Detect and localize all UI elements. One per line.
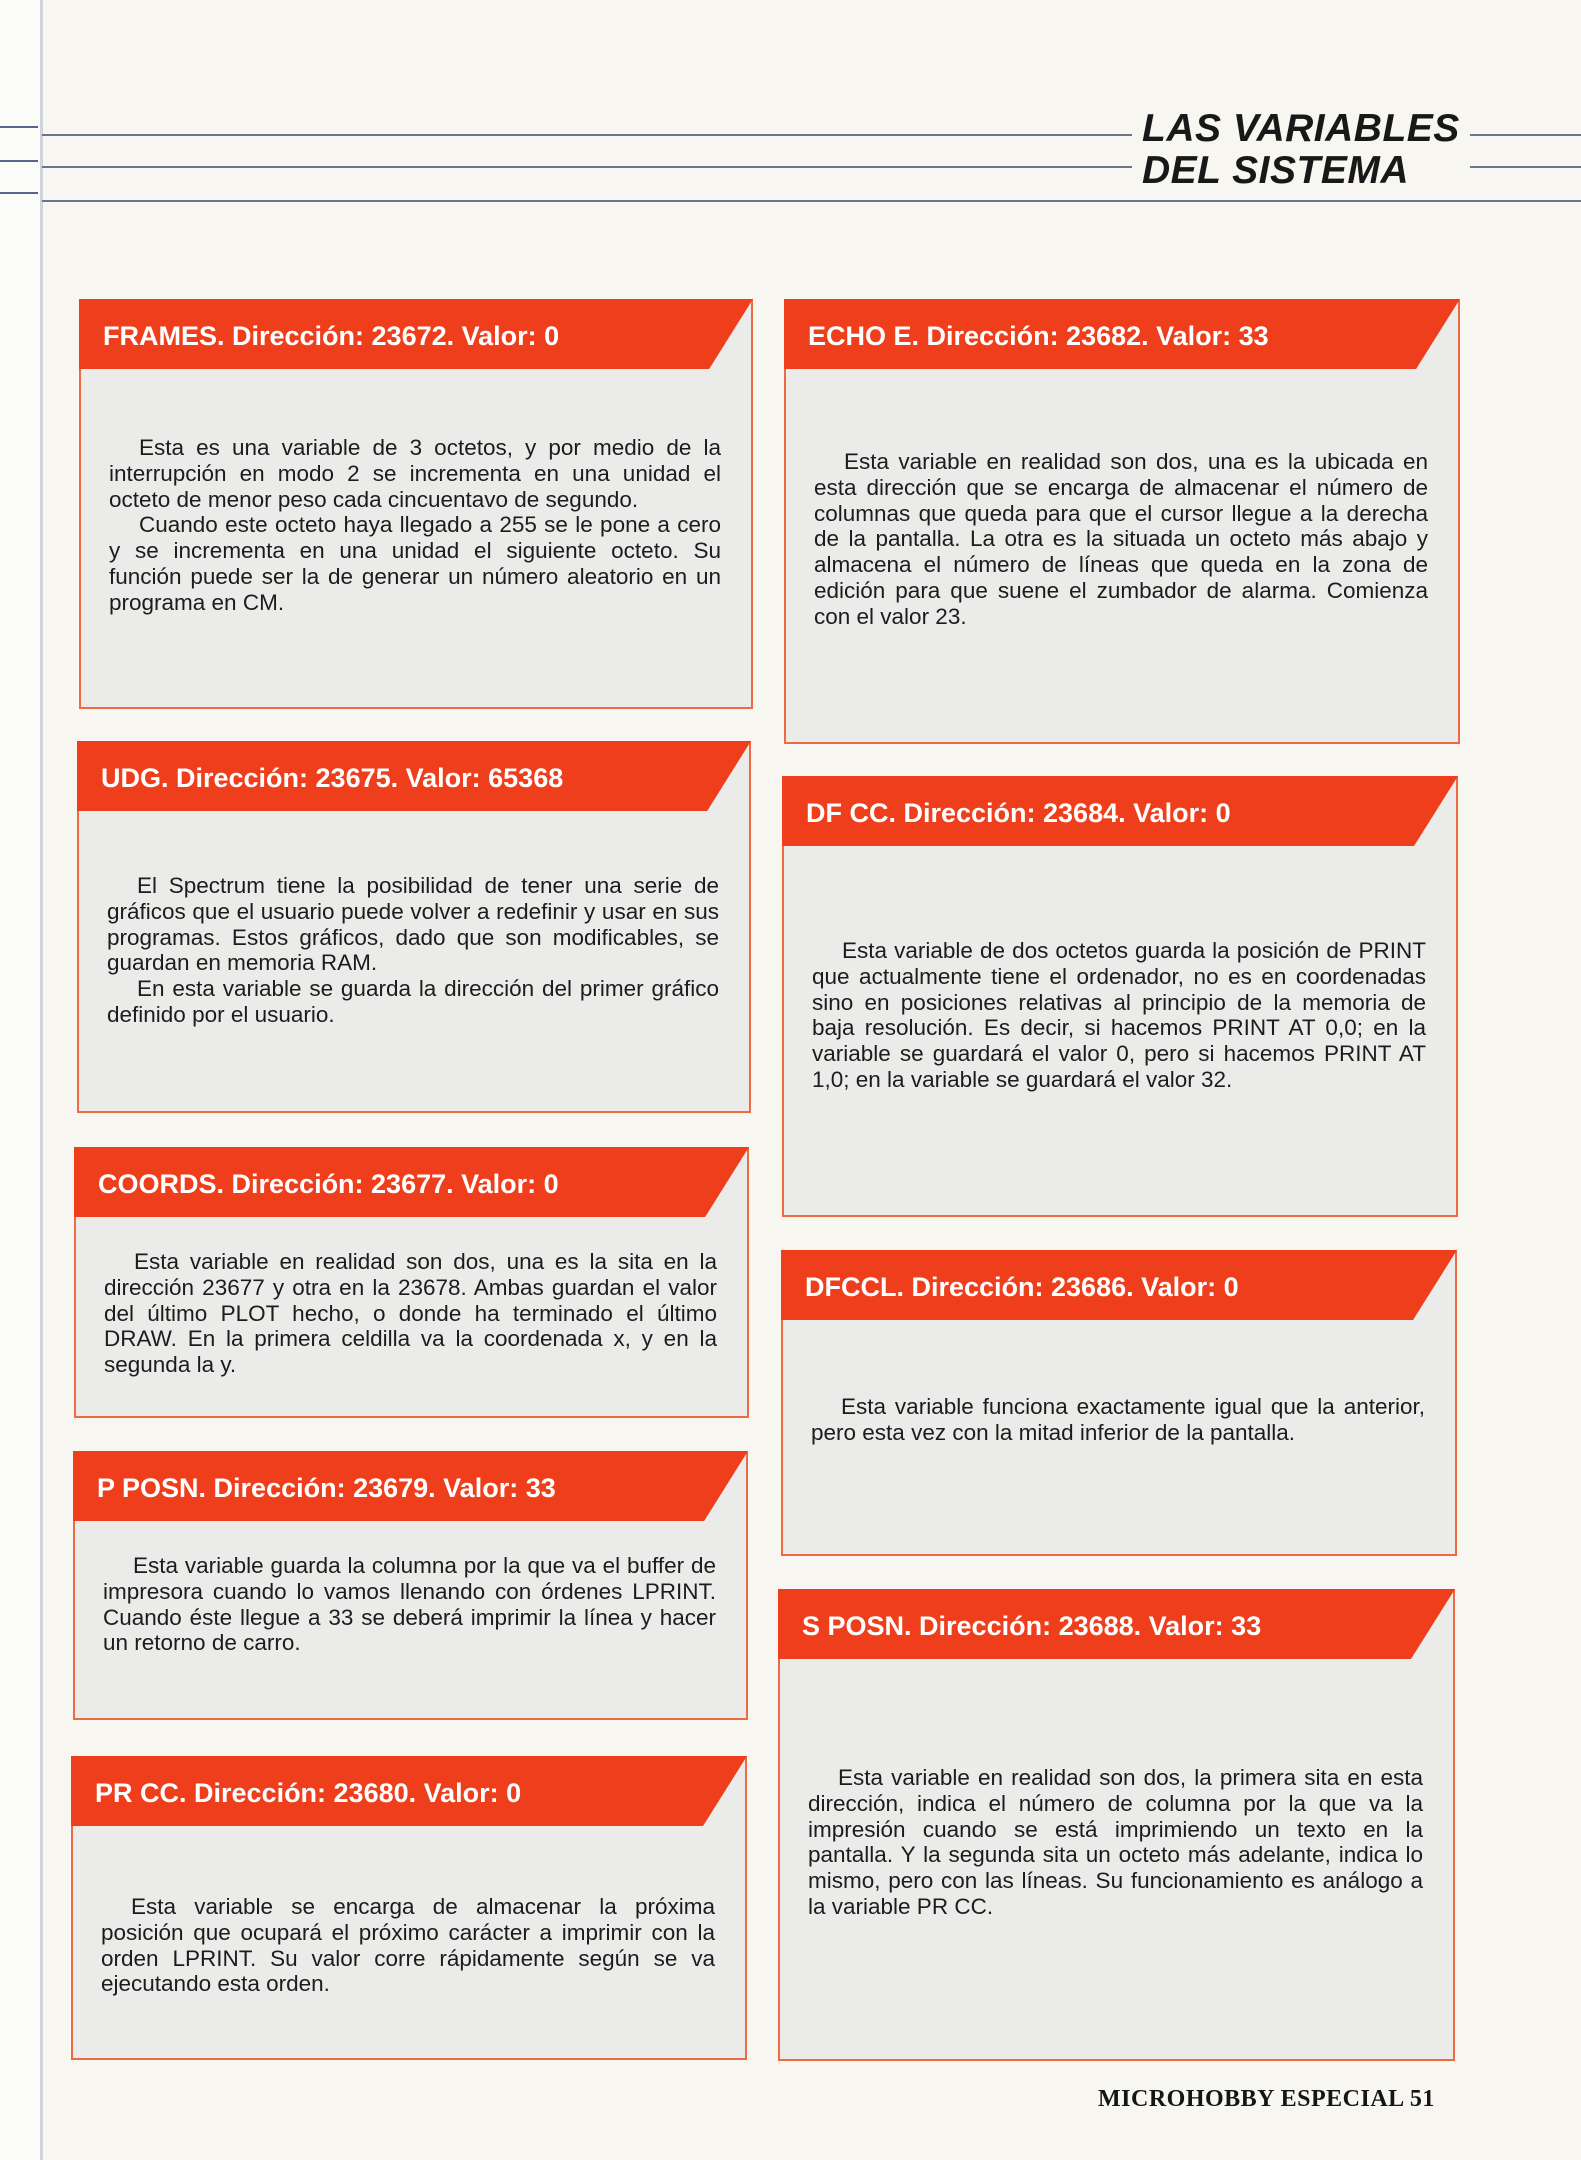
box-title: UDG. Dirección: 23675. Valor: 65368	[101, 763, 564, 793]
section-title-line-1: LAS VARIABLES	[1142, 107, 1460, 150]
box-body	[808, 1765, 1423, 1920]
header-rule	[42, 134, 1132, 136]
header-rule	[42, 166, 1132, 168]
box-paragraph: Esta variable en realidad son dos, una es la ubicada en esta dirección que se encarga de almacenar el número de columnas que queda para que el cursor llegue a la derecha de la pantalla. La otra es la situada un octeto más abajo y almacena el número de líneas que queda en la zona de edición para que suene el zumbador de alarma. Comienza con el valor 23.	[814, 449, 1428, 629]
box-body	[812, 938, 1426, 1093]
box-paragraph: Esta variable en realidad son dos, la primera sita en esta dirección, indica el número de columna por la que va la impresión cuando se está imprimiendo un texto en la pantalla. Y la segunda sita un octeto más adelante, indica lo mismo, pero con las líneas. Su funcionamiento es análogo a la variable PR CC.	[808, 1765, 1423, 1919]
box-paragraph: Cuando este octeto haya llegado a 255 se le pone a cero y se incrementa en una unidad el siguiente octeto. Su función puede ser la de generar un número aleatorio en un programa en CM.	[109, 512, 721, 615]
binding-rule	[0, 192, 38, 194]
box-title: DFCCL. Dirección: 23686. Valor: 0	[805, 1272, 1239, 1302]
box-body	[814, 449, 1428, 630]
box-title: PR CC. Dirección: 23680. Valor: 0	[95, 1778, 522, 1808]
variable-box-dfccl	[781, 1250, 1457, 1556]
variable-box-s-posn	[778, 1589, 1455, 2061]
page-binding-edge	[0, 0, 43, 2160]
box-body	[104, 1249, 717, 1378]
box-title: ECHO E. Dirección: 23682. Valor: 33	[808, 321, 1269, 351]
box-body	[811, 1394, 1425, 1446]
variable-box-df-cc	[782, 776, 1458, 1217]
box-title: P POSN. Dirección: 23679. Valor: 33	[97, 1473, 556, 1503]
box-title: S POSN. Dirección: 23688. Valor: 33	[802, 1611, 1262, 1641]
binding-rule	[0, 160, 38, 162]
box-title: DF CC. Dirección: 23684. Valor: 0	[806, 798, 1231, 828]
header-rule	[42, 200, 1581, 202]
variable-box-frames	[79, 299, 753, 709]
variable-box-echo-e	[784, 299, 1460, 744]
section-title-line-2: DEL SISTEMA	[1142, 149, 1409, 192]
page-footer: MICROHOBBY ESPECIAL 51	[1098, 2086, 1435, 2112]
box-paragraph: El Spectrum tiene la posibilidad de tener una serie de gráficos que el usuario puede volver a redefinir y usar en sus programas. Estos gráficos, dado que son modificables, se guardan en memoria RAM.	[107, 873, 719, 976]
variable-box-coords	[74, 1147, 749, 1418]
box-title: FRAMES. Dirección: 23672. Valor: 0	[103, 321, 560, 351]
variable-box-p-posn	[73, 1451, 748, 1720]
variable-box-pr-cc	[71, 1756, 747, 2060]
variable-box-udg	[77, 741, 751, 1113]
box-body	[101, 1894, 715, 1997]
box-paragraph: Esta es una variable de 3 octetos, y por medio de la interrupción en modo 2 se incrementa en una unidad el octeto de menor peso cada cincuentavo de segundo.	[109, 435, 721, 512]
box-title: COORDS. Dirección: 23677. Valor: 0	[98, 1169, 559, 1199]
binding-rule	[0, 126, 38, 128]
header-rule	[1470, 166, 1581, 168]
box-paragraph: Esta variable se encarga de almacenar la próxima posición que ocupará el próximo carácter a imprimir con la orden LPRINT. Su valor corre rápidamente según se va ejecutando esta orden.	[101, 1894, 715, 1997]
box-paragraph: Esta variable funciona exactamente igual que la anterior, pero esta vez con la mitad inferior de la pantalla.	[811, 1394, 1425, 1445]
box-paragraph: Esta variable de dos octetos guarda la posición de PRINT que actualmente tiene el ordenador, no es en coordenadas sino en posiciones relativas al principio de la memoria de baja resolución. Es decir, si hacemos PRINT AT 0,0; en la variable se guardará el valor 0, pero si hacemos PRINT AT 1,0; en la variable se guardará el valor 32.	[812, 938, 1426, 1092]
box-body	[107, 873, 719, 1028]
box-body	[109, 435, 721, 616]
box-paragraph: En esta variable se guarda la dirección del primer gráfico definido por el usuario.	[107, 976, 719, 1027]
box-body	[103, 1553, 716, 1656]
box-paragraph: Esta variable en realidad son dos, una es la sita en la dirección 23677 y otra en la 23678. Ambas guardan el valor del último PLOT hecho, o donde ha terminado el último DRAW. En la primera celdilla va la coordenada x, y en la segunda la y.	[104, 1249, 717, 1378]
section-title	[1142, 108, 1460, 192]
header-rule	[1470, 134, 1581, 136]
box-paragraph: Esta variable guarda la columna por la que va el buffer de impresora cuando lo vamos llenando con órdenes LPRINT. Cuando éste llegue a 33 se deberá imprimir la línea y hacer un retorno de carro.	[103, 1553, 716, 1656]
